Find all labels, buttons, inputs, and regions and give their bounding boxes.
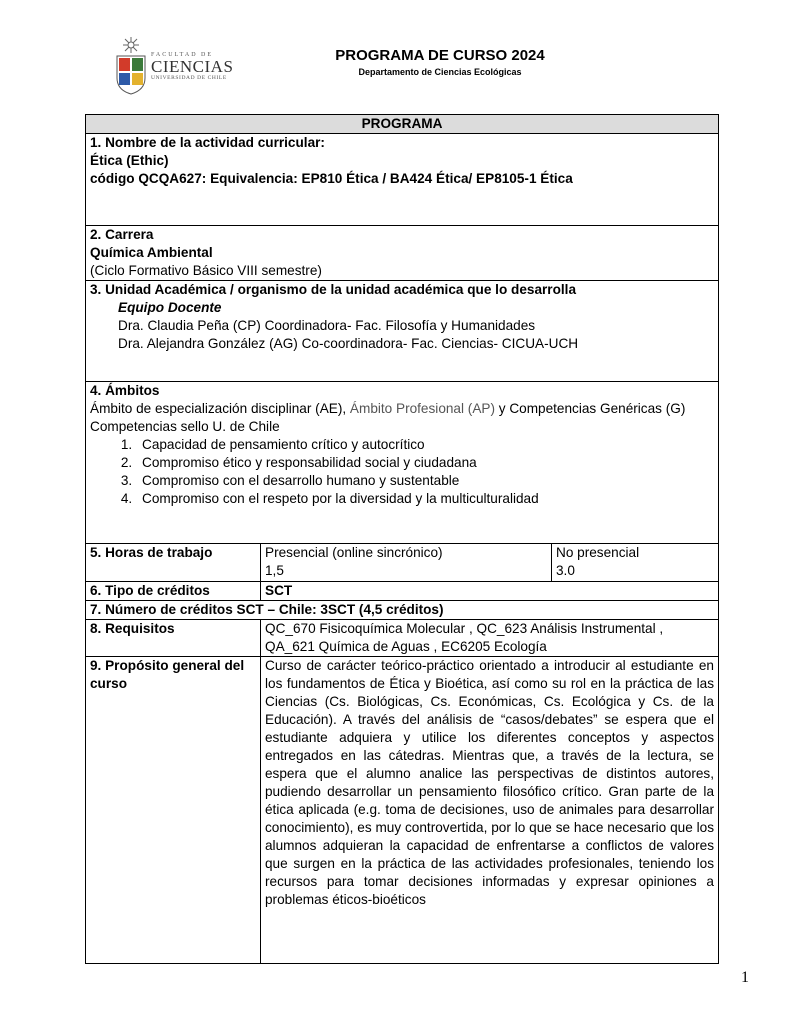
section-2-label: 2. Carrera	[90, 227, 154, 242]
shield-emblem-icon	[113, 34, 149, 96]
section-4-label: 4. Ámbitos	[90, 383, 160, 398]
presencial-cell	[261, 544, 552, 582]
team-member: Dra. Alejandra González (AG) Co-coordinadora- Fac. Ciencias- CICUA-UCH	[118, 336, 579, 351]
ambito-g-text: y Competencias Genéricas (G)	[494, 401, 686, 416]
ambito-ae-text: Ámbito de especialización disciplinar (AE),	[90, 401, 350, 416]
section-9-row	[86, 657, 719, 964]
presencial-value: 1,5	[265, 563, 284, 578]
section-1-label: 1. Nombre de la actividad curricular:	[90, 135, 325, 150]
no-presencial-value: 3.0	[556, 563, 575, 578]
document-title: PROGRAMA DE CURSO 2024	[335, 47, 545, 64]
list-item: 1. Capacidad de pensamiento crítico y autocrítico	[136, 436, 714, 454]
seal-competencies-label: Competencias sello U. de Chile	[90, 419, 280, 434]
section-2-row	[86, 226, 719, 281]
page-number: 1	[741, 969, 749, 986]
section-2-cell	[86, 226, 719, 281]
ambito-ap-text: Ámbito Profesional (AP)	[349, 401, 495, 416]
section-8-row	[86, 620, 719, 657]
section-3-cell	[86, 281, 719, 382]
section-1-row	[86, 134, 719, 226]
no-presencial-cell	[552, 544, 719, 582]
logo-text	[151, 52, 233, 81]
section-6-row	[86, 582, 719, 601]
list-item: 3. Compromiso con el desarrollo humano y sustentable	[136, 472, 714, 490]
section-3-row	[86, 281, 719, 382]
presencial-label: Presencial (online sincrónico)	[265, 545, 443, 560]
course-code: código QCQA627: Equivalencia: EP810 Ética / BA424 Ética/ EP8105-1 Ética	[90, 171, 573, 186]
team-member: Dra. Claudia Peña (CP) Coordinadora- Fac. Filosofía y Humanidades	[118, 318, 536, 333]
team-label: Equipo Docente	[118, 300, 222, 315]
requirements-value: QC_670 Fisicoquímica Molecular , QC_623 Análisis Instrumental , QA_621 Química de Aguas , EC6205 Ecología	[261, 620, 719, 657]
department-subtitle: Departamento de Ciencias Ecológicas	[358, 67, 522, 77]
logo-university: UNIVERSIDAD DE CHILE	[151, 75, 227, 81]
section-8-label: 8. Requisitos	[86, 620, 261, 657]
ambitos-description	[90, 400, 714, 418]
list-item: 4. Compromiso con el respeto por la diversidad y la multiculturalidad	[136, 490, 714, 508]
course-purpose-text: Curso de carácter teórico-práctico orientado a introducir al estudiante en los fundamentos de Ética y Bioética, así como su rol en la práctica de las Ciencias (Cs. Biológicas, Cs. Económicas, Cs. Ecológica y Cs. de la Educación). A través del análisis de “casos/debates” se espera que el estudiante adquiera y utilice los diferentes conceptos y aspectos entregados en las cátedras. Mientras que, a través de la lectura, se espera que el alumno analice las perspectivas de distintos autores, pudiendo desarrollar un pensamiento filosófico crítico. Gran parte de la ética aplicada (e.g. toma de decisiones, uso de animales para desarrollar conocimiento), es muy controvertida, por lo que se hace necesario que los alumnos adquieran la capacidad de enfrentarse a conflictos de valores que surgen en la práctica de las actividades profesionales, teniendo los recursos para tomar decisiones informadas y expresar opiniones a problemas éticos-bioéticos	[261, 657, 719, 964]
program-table	[85, 114, 719, 964]
section-1-cell	[86, 134, 719, 226]
logo-faculty-label: FACULTAD DE	[151, 52, 214, 58]
section-7-row	[86, 601, 719, 620]
section-6-label: 6. Tipo de créditos	[86, 582, 261, 601]
section-4-cell	[86, 382, 719, 544]
section-9-label: 9. Propósito general del curso	[86, 657, 261, 964]
logo-name: CIENCIAS	[151, 57, 234, 76]
section-3-label: 3. Unidad Académica / organismo de la unidad académica que lo desarrolla	[90, 282, 577, 297]
list-item: 2. Compromiso ético y responsabilidad social y ciudadana	[136, 454, 714, 472]
course-name: Ética (Ethic)	[90, 153, 169, 168]
no-presencial-label: No presencial	[556, 545, 640, 560]
program-heading: PROGRAMA	[86, 115, 719, 134]
faculty-logo	[113, 34, 234, 96]
credit-type-value: SCT	[261, 582, 719, 601]
section-5-row	[86, 544, 719, 582]
competencies-list	[90, 436, 714, 508]
program-heading-row	[86, 115, 719, 134]
career-cycle: (Ciclo Formativo Básico VIII semestre)	[90, 263, 322, 278]
section-7-label: 7. Número de créditos SCT – Chile: 3SCT (4,5 créditos)	[86, 601, 719, 620]
section-5-label: 5. Horas de trabajo	[86, 544, 261, 582]
section-4-row	[86, 382, 719, 544]
career-name: Química Ambiental	[90, 245, 213, 260]
